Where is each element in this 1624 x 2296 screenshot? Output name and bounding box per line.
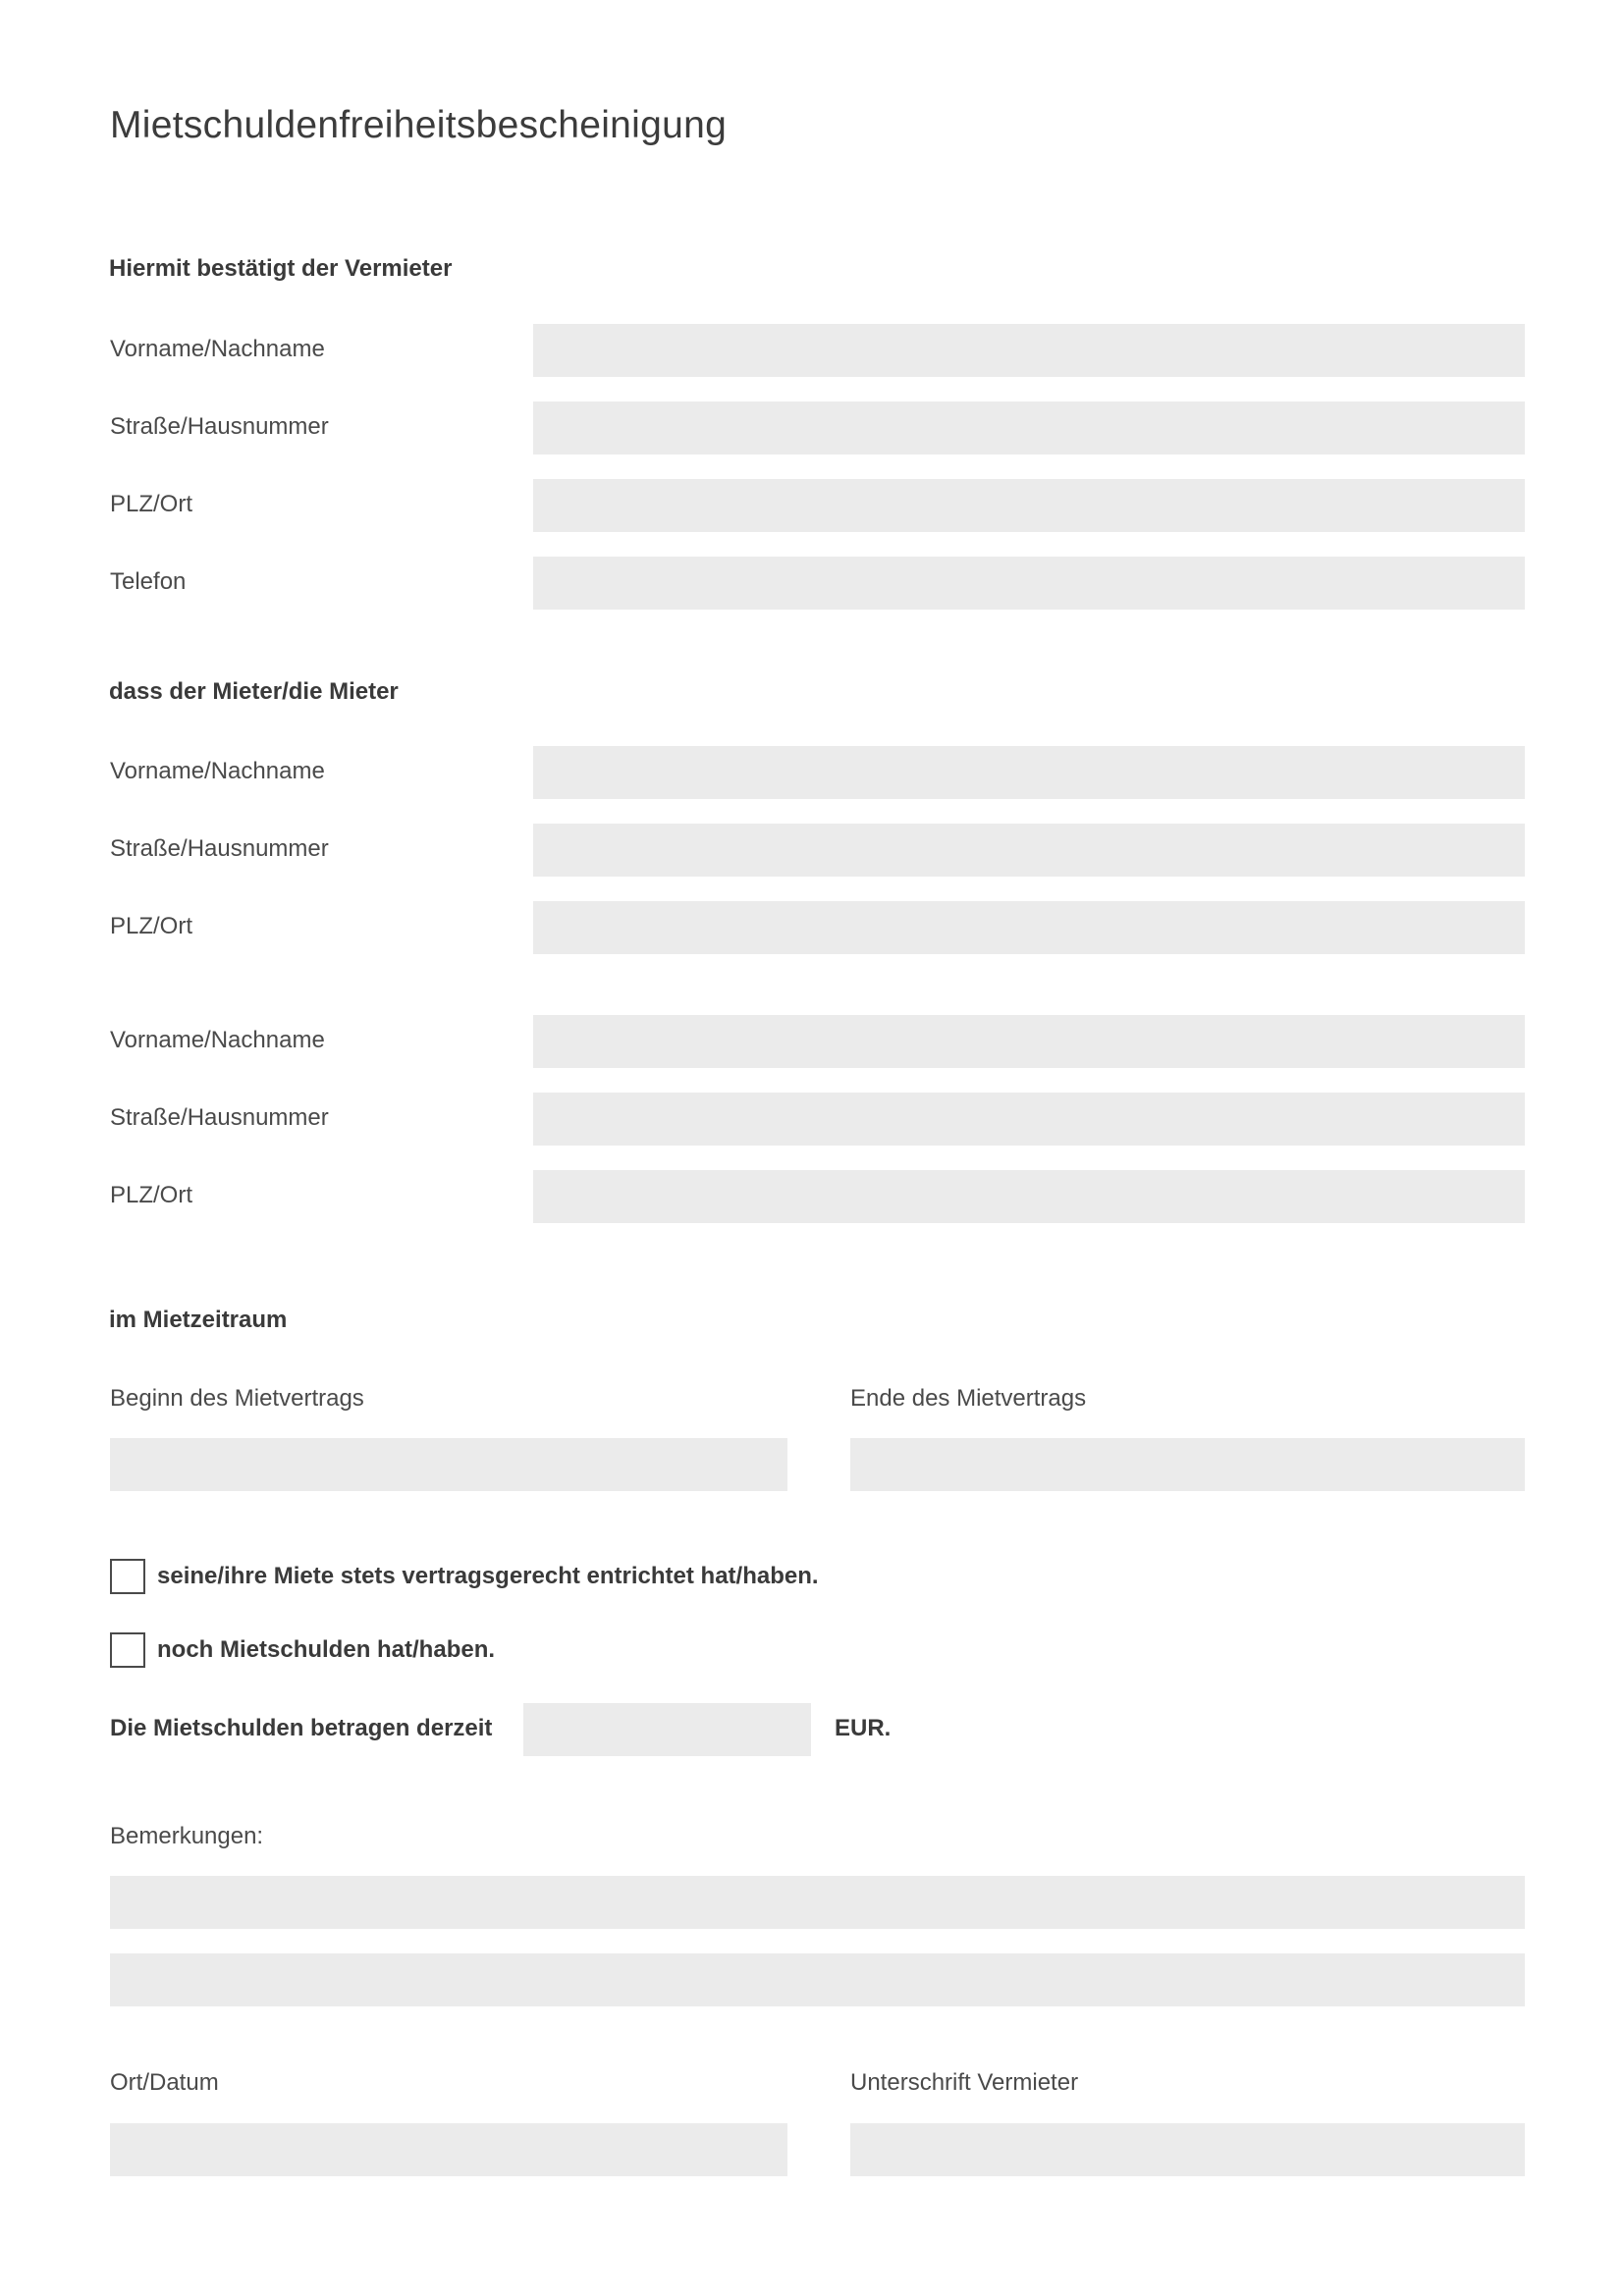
tenant2-name-label: Vorname/Nachname [110,1027,325,1053]
start-date-label: Beginn des Mietvertrags [110,1385,364,1412]
landlord-city-label: PLZ/Ort [110,491,193,517]
signature-label: Unterschrift Vermieter [850,2069,1079,2096]
tenant1-name-label: Vorname/Nachname [110,758,325,784]
tenant2-name-input[interactable] [533,1015,1525,1068]
landlord-street-label: Straße/Hausnummer [110,413,329,440]
tenant2-city-label: PLZ/Ort [110,1182,193,1208]
landlord-phone-input[interactable] [533,557,1525,610]
page-title: Mietschuldenfreiheitsbescheinigung [110,104,728,146]
landlord-city-input[interactable] [533,479,1525,532]
tenants-heading: dass der Mieter/die Mieter [109,678,399,705]
landlord-street-input[interactable] [533,401,1525,454]
currency-label: EUR. [835,1715,892,1741]
remarks-line-1[interactable] [110,1876,1525,1929]
end-date-label: Ende des Mietvertrags [850,1385,1087,1412]
tenant1-street-label: Straße/Hausnummer [110,835,329,862]
tenant2-street-input[interactable] [533,1093,1525,1146]
paid-checkbox[interactable] [110,1559,145,1594]
debts-checkbox[interactable] [110,1632,145,1668]
place-date-label: Ort/Datum [110,2069,219,2096]
tenant2-city-input[interactable] [533,1170,1525,1223]
tenant1-city-label: PLZ/Ort [110,913,193,939]
landlord-name-label: Vorname/Nachname [110,336,325,362]
tenant1-name-input[interactable] [533,746,1525,799]
remarks-label: Bemerkungen: [110,1823,264,1849]
tenant1-city-input[interactable] [533,901,1525,954]
place-date-input[interactable] [110,2123,787,2176]
end-date-input[interactable] [850,1438,1525,1491]
debt-amount-input[interactable] [523,1703,811,1756]
landlord-phone-label: Telefon [110,568,187,595]
paid-option-label: seine/ihre Miete stets vertragsgerecht entrichtet hat/haben. [157,1563,819,1589]
period-heading: im Mietzeitraum [109,1307,288,1333]
signature-input[interactable] [850,2123,1525,2176]
start-date-input[interactable] [110,1438,787,1491]
tenant1-street-input[interactable] [533,824,1525,877]
remarks-line-2[interactable] [110,1953,1525,2006]
tenant2-street-label: Straße/Hausnummer [110,1104,329,1131]
landlord-name-input[interactable] [533,324,1525,377]
debt-amount-label: Die Mietschulden betragen derzeit [110,1715,493,1741]
landlord-heading: Hiermit bestätigt der Vermieter [109,255,453,282]
debts-option-label: noch Mietschulden hat/haben. [157,1636,496,1663]
